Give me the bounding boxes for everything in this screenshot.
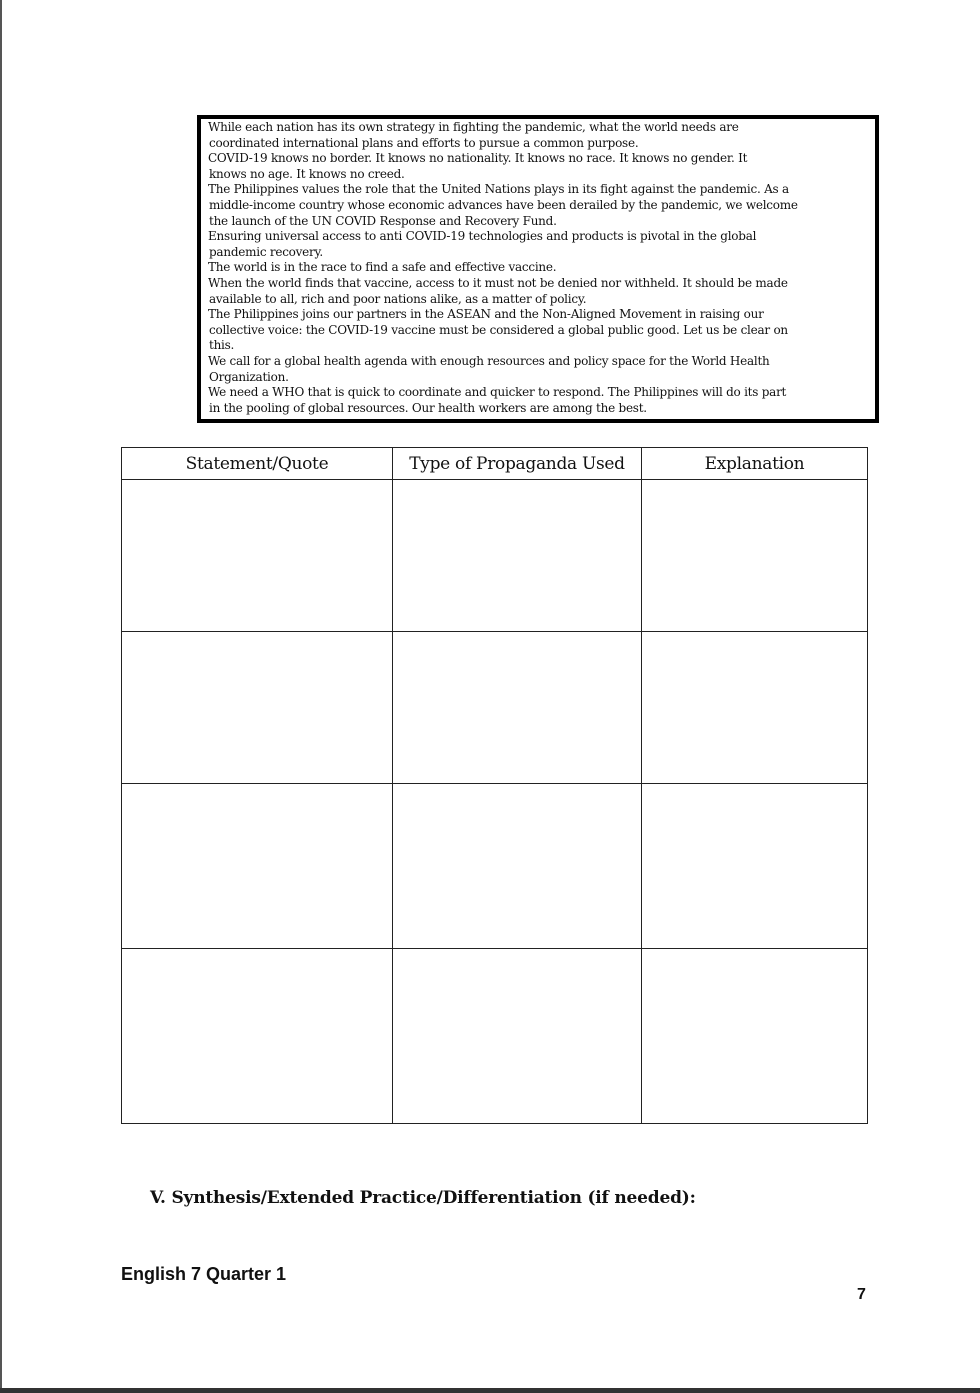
header-propaganda-type: Type of Propaganda Used: [393, 448, 642, 480]
speech-line: this.: [209, 338, 235, 353]
speech-line: in the pooling of global resources. Our health workers are among the best.: [209, 400, 647, 415]
speech-line: collective voice: the COVID-19 vaccine must be considered a global public good. Let us be clear on: [209, 322, 788, 337]
speech-line: coordinated international plans and efforts to pursue a common purpose.: [209, 135, 639, 150]
speech-line: Ensuring universal access to anti COVID-19 technologies and products is pivotal in the global: [208, 229, 757, 244]
page-number: 7: [857, 1286, 866, 1303]
statement-cell[interactable]: [122, 632, 393, 784]
statement-cell[interactable]: [122, 784, 393, 949]
explanation-cell[interactable]: [642, 632, 868, 784]
speech-line: COVID-19 knows no border. It knows no nationality. It knows no race. It knows no gender. It: [208, 151, 748, 166]
explanation-cell[interactable]: [642, 480, 868, 632]
page-bottom-edge: [0, 1388, 980, 1393]
section-heading: V. Synthesis/Extended Practice/Differentiation (if needed):: [150, 1188, 696, 1208]
statement-cell[interactable]: [122, 480, 393, 632]
propaganda-type-cell[interactable]: [393, 784, 642, 949]
explanation-cell[interactable]: [642, 949, 868, 1124]
table-row: [122, 784, 868, 949]
header-explanation: Explanation: [642, 448, 868, 480]
speech-line: middle-income country whose economic advances have been derailed by the pandemic, we welcome: [209, 197, 798, 212]
speech-line: We call for a global health agenda with enough resources and policy space for the World Health: [208, 353, 770, 368]
explanation-cell[interactable]: [642, 784, 868, 949]
table-row: [122, 949, 868, 1124]
table-header-row: [122, 448, 868, 480]
speech-excerpt-box: [197, 115, 879, 423]
header-statement-quote: Statement/Quote: [122, 448, 393, 480]
speech-line: Organization.: [209, 369, 289, 384]
propaganda-type-cell[interactable]: [393, 480, 642, 632]
propaganda-type-cell[interactable]: [393, 632, 642, 784]
speech-line: pandemic recovery.: [209, 244, 323, 259]
propaganda-analysis-table: [121, 447, 868, 1124]
table-row: [122, 480, 868, 632]
speech-line: When the world finds that vaccine, access to it must not be denied nor withheld. It should be made: [208, 275, 788, 290]
speech-line: We need a WHO that is quick to coordinate and quicker to respond. The Philippines will do its part: [208, 385, 787, 400]
speech-line: While each nation has its own strategy in fighting the pandemic, what the world needs are: [208, 120, 739, 134]
speech-line: the launch of the UN COVID Response and Recovery Fund.: [209, 213, 557, 228]
speech-line: The Philippines joins our partners in the ASEAN and the Non-Aligned Movement in raising our: [208, 307, 764, 322]
statement-cell[interactable]: [122, 949, 393, 1124]
speech-line: The Philippines values the role that the United Nations plays in its fight against the pandemic. As a: [208, 182, 789, 197]
speech-line: available to all, rich and poor nations alike, as a matter of policy.: [209, 291, 587, 306]
speech-line: The world is in the race to find a safe and effective vaccine.: [208, 260, 557, 275]
footer-subject: English 7 Quarter 1: [121, 1264, 287, 1284]
speech-line: knows no age. It knows no creed.: [209, 166, 405, 181]
page-edge: [0, 0, 2, 1393]
propaganda-type-cell[interactable]: [393, 949, 642, 1124]
table-row: [122, 632, 868, 784]
